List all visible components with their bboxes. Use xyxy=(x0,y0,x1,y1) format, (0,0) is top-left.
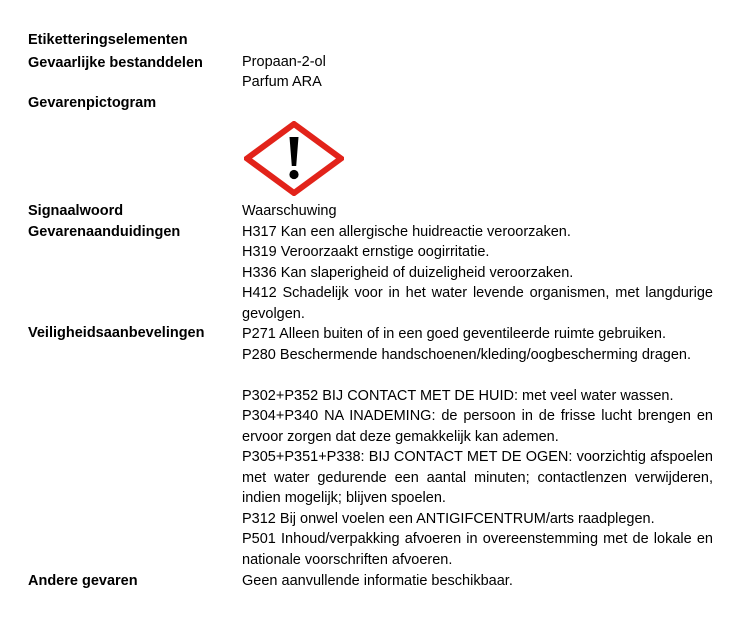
signal-word-value: Waarschuwing xyxy=(242,203,337,219)
precautionary-statements-label: Veiligheidsaanbevelingen xyxy=(28,325,205,341)
hazardous-components-label: Gevaarlijke bestanddelen xyxy=(28,55,203,71)
section-title: Etiketteringselementen xyxy=(28,32,188,48)
ghs07-exclamation-mark-icon xyxy=(244,121,344,196)
pictogram-label: Gevarenpictogram xyxy=(28,95,157,111)
hazardous-component-1: Propaan-2-ol xyxy=(242,54,326,70)
hazardous-component-2: Parfum ARA xyxy=(242,74,322,90)
other-hazards-label: Andere gevaren xyxy=(28,573,138,589)
precautionary-statement-p312: P312 Bij onwel voelen een ANTIGIFCENTRUM/arts raadplegen. xyxy=(242,511,655,527)
signal-word-label: Signaalwoord xyxy=(28,203,124,219)
precautionary-statement-p271: P271 Alleen buiten of in een goed geventileerde ruimte gebruiken. xyxy=(242,326,667,342)
hazard-statement-h336: H336 Kan slaperigheid of duizeligheid veroorzaken. xyxy=(242,265,574,281)
precautionary-statement-p304-p340: P304+P340 NA INADEMING: de persoon in de frisse lucht brengen en ervoor zorgen dat deze gemakkelijk kan ademen. xyxy=(242,408,713,445)
precautionary-statement-p501: P501 Inhoud/verpakking afvoeren in overeenstemming met de lokale en nationale voorschriften afvoeren. xyxy=(242,531,713,568)
hazard-statement-h412: H412 Schadelijk voor in het water levende organismen, met langdurige gevolgen. xyxy=(242,285,713,322)
hazard-statements-label: Gevarenaanduidingen xyxy=(28,224,181,240)
precautionary-statement-p302-p352: P302+P352 BIJ CONTACT MET DE HUID: met veel water wassen. xyxy=(242,388,674,404)
hazard-statement-h317: H317 Kan een allergische huidreactie veroorzaken. xyxy=(242,224,571,240)
hazard-statement-h319: H319 Veroorzaakt ernstige oogirritatie. xyxy=(242,244,490,260)
precautionary-statement-p280: P280 Beschermende handschoenen/kleding/oogbescherming dragen. xyxy=(242,347,692,363)
precautionary-statement-p305-p351-p338: P305+P351+P338: BIJ CONTACT MET DE OGEN: voorzichtig afspoelen met water gedurende een aantal minuten; contactlenzen verwijderen, indien mogelijk; blijven spoelen. xyxy=(242,449,713,506)
other-hazards-value: Geen aanvullende informatie beschikbaar. xyxy=(242,573,513,589)
